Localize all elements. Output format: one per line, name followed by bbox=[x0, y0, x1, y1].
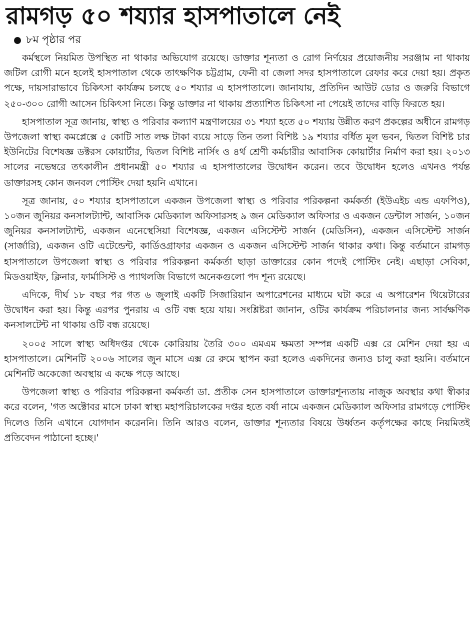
article-body bbox=[4, 51, 470, 446]
continued-from-label: ৮ম পৃষ্ঠার পর bbox=[26, 34, 82, 46]
paragraph: উপজেলা স্বাস্থ্য ও পরিবার পরিকল্পনা কর্মকর্তা ডা. প্রতীক সেন হাসপাতালে ডাক্তারশূন্যতায় নাজুক অবস্থার কথা স্বীকার করে বলেন, 'গত অক্টোবর মাসে ঢাকা স্বাস্থ্য মহাপরিচালকের দপ্তর হতে বর্ষা নামে একজন মেডিক্যাল অফিসার রামগড়ে পোস্টিং দিলেও তিনি এখানে যোগদান করেননি। তিনি আরও বলেন, ডাক্তার শূন্যতার বিষয়ে উর্ধ্বতন কর্তৃপক্ষের কাছে নিয়মিতই প্রতিবেদন পাঠানো হচ্ছে।' bbox=[4, 387, 470, 444]
paragraph: ২০০৫ সালে স্বাস্থ্য অধিদপ্তর থেকে কোরিয়ায় তৈরি ৩০০ এমএম ক্ষমতা সম্পন্ন একটি এক্স রে মেশিন দেয়া হয় এ হাসপাতালে। মেশিনটি ২০০৬ সালের জুন মাসে এক্স রে রুমে স্থাপন করা হলেও একদিনের জন্যও চালু করা হয়নি। বর্তমানে মেশিনটি অকেজো অবস্থায় এ কক্ষে পড়ে আছে। bbox=[4, 338, 470, 381]
continued-from-note bbox=[14, 33, 470, 47]
paragraph: সূত্র জানায়, ৫০ শয্যার হাসপাতালে একজন উপজেলা স্বাস্থ্য ও পরিবার পরিকল্পনা কর্মকর্তা (ইউএইচ এন্ড এফপিও), ১০জন জুনিয়র কনসালট্যান্ট, আবাসিক মেডিক্যাল অফিসারসহ ৯ জন মেডিক্যাল অফিসার ও একজন ডেন্টাল সার্জন, ১০জন জুনিয়র কনসালট্যান্ট, একজন এনেস্থেসিয়া বিশেষজ্ঞ, একজন এসিস্টেন্ট সার্জন (মেডিসিন), একজন এসিস্টেন্ট সার্জন (সার্জারি), একজন ওটি এটেন্ডেন্ট, কার্ডিওগ্রাফার একজন ও একজন এসিস্টেন্ট সার্জন থাকার কথা। কিন্তু বর্তমানে রামগড় হাসপাতালে উপজেলা স্বাস্থ্য ও পরিবার পরিকল্পনা কর্মকর্তা ছাড়া ডাক্তারের কোন পদেই পোস্টিং নেই। এছাড়া সেবিকা, মিডওয়াইফ, ক্লিনার, ফার্মাসিস্ট ও প্যাথলজি বিভাগে অনেকগুলো পদ শূন্য রয়েছে। bbox=[4, 195, 470, 283]
headline: রামগড় ৫০ শয্যার হাসপাতালে নেই bbox=[6, 2, 340, 30]
paragraph: এদিকে, দীর্ঘ ১৮ বছর পর গত ৬ জুলাই একটি সিজারিয়ান অপারেশনের মাধ্যমে ঘটা করে এ অপারেশন থিয়েটারের উদ্বোধন করা হয়। কিন্তু এরপর পুনরায় এ ওটি বন্ধ হয়ে যায়। সংশ্লিষ্টরা জানান, ওটির কার্যক্রম পরিচালনার জন্য সার্বক্ষণিক কনসালটেন্ট না থাকায় ওটি বন্ধ রয়েছে। bbox=[4, 290, 470, 332]
news-article bbox=[4, 2, 470, 640]
paragraph: কর্মস্থলে নিয়মিত উপস্থিত না থাকার অভিযোগ রয়েছে। ডাক্তার শূন্যতা ও রোগ নির্ণয়ের প্রয়োজনীয় সরঞ্জাম না থাকায় জটিল রোগী মনে হলেই হাসপাতাল থেকে তাৎক্ষণিক চট্টগ্রাম, ফেনী বা জেলা সদর হাসপাতালে রেফার করে দেয়া হয়। প্রকৃত পক্ষে, দায়সারাভাবে চিকিৎসা কার্যক্রম চলছে ৫০ শয্যার এ হাসপাতালে। জানাযায়, প্রতিদিন আউট ডোর ও জরুরি বিভাগে ২৫০-৩০০ রোগী আসেন চিকিৎসা নিতে। কিন্তু ডাক্তার না থাকায় প্রত্যাশিত চিকিৎসা না পেয়েই তাদের বাড়ি ফিরতে হয়। bbox=[4, 53, 470, 110]
paragraph: হাসপাতাল সূত্র জানায়, স্বাস্থ্য ও পরিবার কল্যাণ মন্ত্রণালয়ের ৩১ শয্যা হতে ৫০ শয্যায় উন্নীত করণ প্রকল্পের অধীনে রামগড় উপজেলা স্বাস্থ্য কমপ্লেক্সে ৫ কোটি সাত লক্ষ টাকা ব্যয়ে সাড়ে তিন তলা বিশিষ্ট ১৯ শয্যার বর্ধিত মূল ভবন, দ্বিতল বিশিষ্ট চার ইউনিটের বিশেষজ্ঞ ডক্টরস কোয়ার্টার, দ্বিতল বিশিষ্ট নার্সিং ও ৪র্থ শ্রেণী কর্মচারীর আবাসিক কোয়ার্টার নির্মাণ করা হয়। ২০১৩ সালের নভেম্বরে তৎকালীন প্রধানমন্ত্রী ৫০ শয্যার এ হাসপাতালের উদ্বোধন করেন। তবে উদ্বোধন হলেও এখনও পর্যন্ত ডাক্তারসহ কোন জনবল পোস্টিং দেয়া হয়নি এখানে। bbox=[4, 116, 470, 189]
bullet-icon bbox=[14, 37, 21, 44]
